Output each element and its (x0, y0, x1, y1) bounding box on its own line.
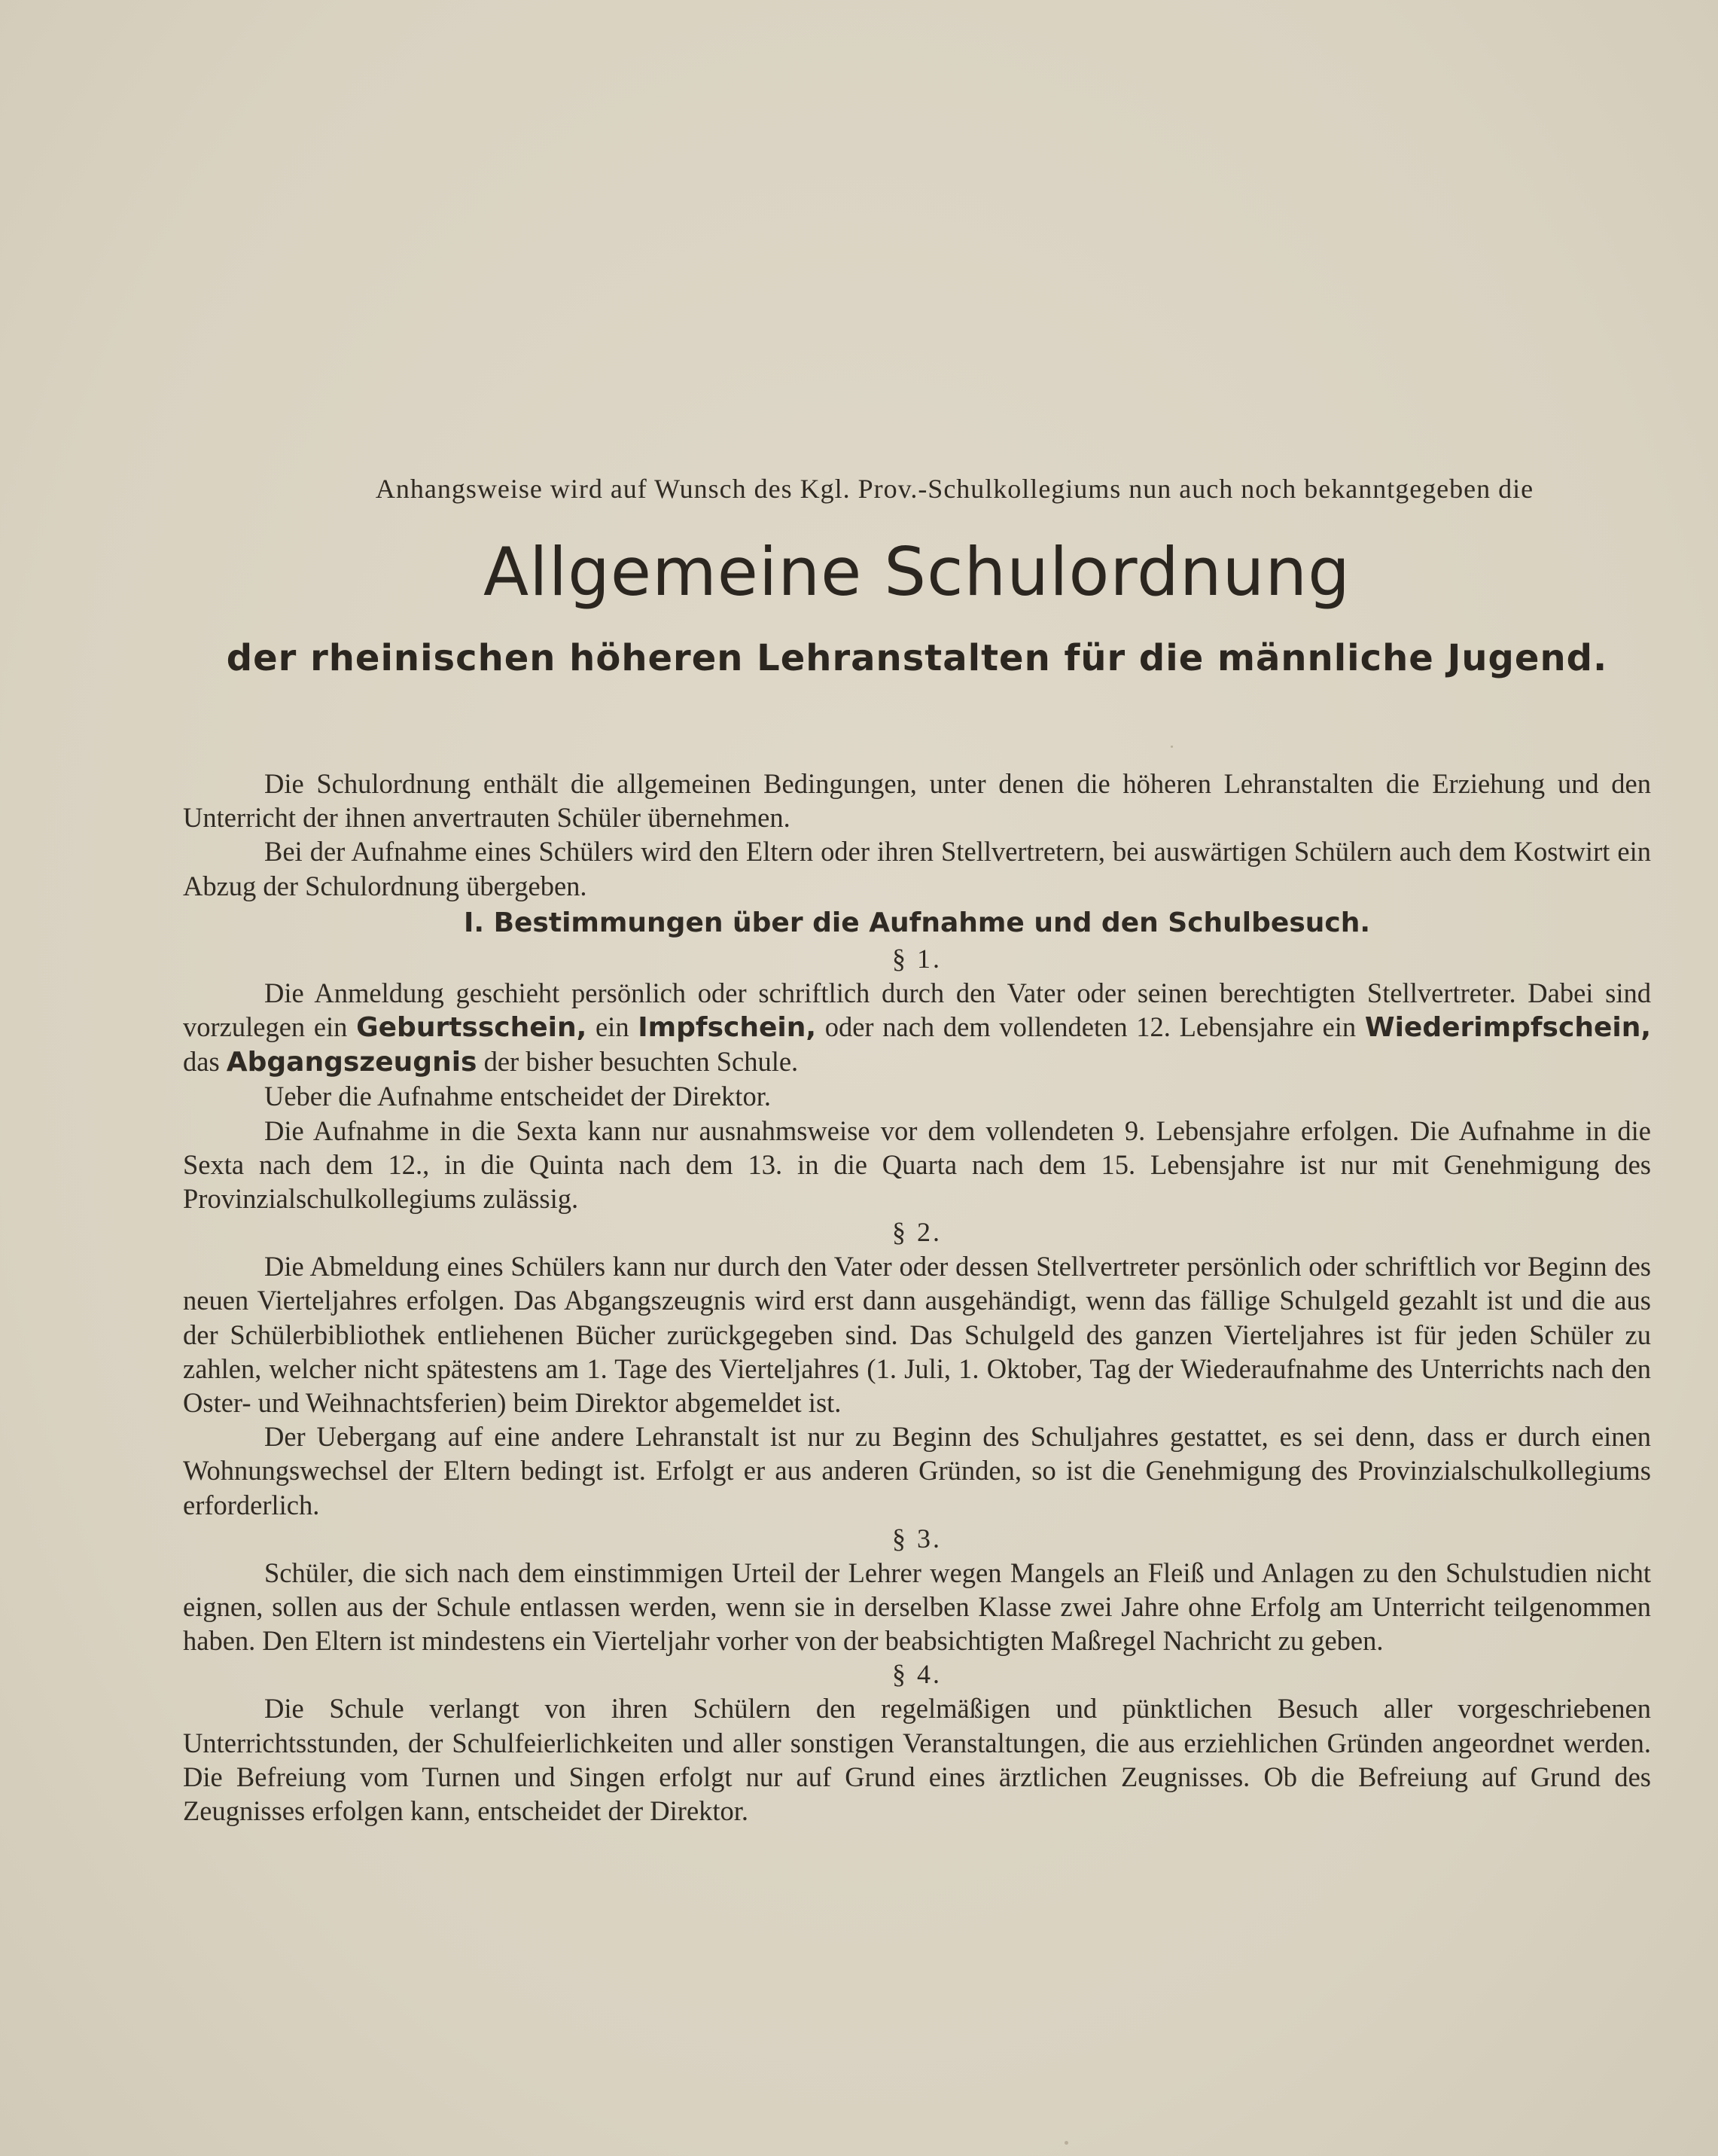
document-title: Allgemeine Schulordnung (483, 533, 1351, 611)
document-subtitle: der rheinischen höheren Lehranstalten für die männliche Jugend. (226, 637, 1608, 679)
s1-paragraph-1 (183, 976, 1651, 1080)
intro-line: Anhangsweise wird auf Wunsch des Kgl. Prov.-Schulkollegiums nun auch noch bekanntgegeben die (375, 474, 1534, 504)
paper-speck (1065, 2141, 1068, 2145)
s2-paragraph-1: Die Abmeldung eines Schülers kann nur durch den Vater oder dessen Stellvertreter persönlich oder schriftlich vor Beginn des neuen Vierteljahres erfolgen. Das Abgangszeugnis wird erst dann ausgehändigt, wenn das fällige Schulgeld gezahlt ist und die aus der Schülerbibliothek entliehenen Bücher zurückgegeben sind. Das Schulgeld des ganzen Vierteljahres ist für jeden Schüler zu zahlen, welcher nicht spätestens am 1. Tage des Vierteljahres (1. Juli, 1. Oktober, Tag der Wiederaufnahme des Unterrichts nach den Oster- und Weihnachtsferien) beim Direktor abgemeldet ist. (183, 1251, 1651, 1419)
s1-text-a: Die Anmeldung geschieht persönlich oder schriftlich durch den Vater oder seinen berechtigten Stellvertreter. Dabei sind vorzulegen ein (183, 977, 1651, 1043)
term-impfschein: Impfschein, (638, 1012, 817, 1044)
s2-paragraph-2: Der Uebergang auf eine andere Lehranstalt ist nur zu Beginn des Schuljahres gestattet, es sei denn, dass er durch einen Wohnungswechsel der Eltern bedingt ist. Erfolgt er aus anderen Gründen, so ist die Genehmigung des Provinzialschulkollegiums erforderlich. (183, 1421, 1651, 1520)
document-content (183, 473, 1651, 1828)
term-abgangszeugnis: Abgangszeugnis (226, 1047, 477, 1078)
s1-text-b: ein (595, 1011, 629, 1043)
section-heading: I. Bestimmungen über die Aufnahme und den Schulbesuch. (463, 907, 1371, 938)
document-body (183, 767, 1651, 1828)
s4-paragraph-1: Die Schule verlangt von ihren Schülern den regelmäßigen und pünktlichen Besuch aller vorgeschriebenen Unterrichtsstunden, der Schulfeierlichkeiten und aller sonstigen Veranstaltungen, die aus erziehlichen Gründen angeordnet werden. Die Befreiung vom Turnen und Singen erfolgt nur auf Grund eines ärztlichen Zeugnisses. Ob die Befreiung auf Grund des Zeugnisses erfolgen kann, entscheidet der Direktor. (183, 1693, 1651, 1827)
term-wiederimpfschein: Wiederimpfschein, (1364, 1012, 1652, 1044)
term-geburtsschein: Geburtsschein, (356, 1012, 587, 1044)
s1-text-e: der bisher besuchten Schule. (483, 1046, 799, 1078)
s1-paragraph-3: Die Aufnahme in die Sexta kann nur ausnahmsweise vor dem vollendeten 9. Lebensjahre erfolgen. Die Aufnahme in die Sexta nach dem 12., in die Quinta nach dem 13. in die Quarta nach dem 15. Lebensjahre ist nur mit Genehmigung des Provinzialschulkollegiums zulässig. (183, 1115, 1651, 1215)
paragraph-mark-1: § 1. (892, 943, 942, 974)
s1-text-c: oder nach dem vollendeten 12. Lebensjahre ein (824, 1011, 1357, 1043)
paragraph-mark-4: § 4. (892, 1659, 942, 1690)
paragraph-mark-3: § 3. (892, 1523, 942, 1554)
paragraph-mark-2: § 2. (892, 1217, 942, 1248)
preamble-paragraph-2: Bei der Aufnahme eines Schülers wird den Eltern oder ihren Stellvertretern, bei auswärtigen Schülern auch dem Kostwirt ein Abzug der Schulordnung übergeben. (183, 836, 1651, 901)
s1-paragraph-2: Ueber die Aufnahme entscheidet der Direktor. (264, 1081, 771, 1112)
preamble-paragraph-1: Die Schulordnung enthält die allgemeinen Bedingungen, unter denen die höheren Lehranstalten die Erziehung und den Unterricht der ihnen anvertrauten Schüler übernehmen. (183, 768, 1651, 834)
s3-paragraph-1: Schüler, die sich nach dem einstimmigen Urteil der Lehrer wegen Mangels an Fleiß und Anlagen zu den Schulstudien nicht eignen, sollen aus der Schule entlassen werden, wenn sie in derselben Klasse zwei Jahre ohne Erfolg am Unterricht teilgenommen haben. Den Eltern ist mindestens ein Vierteljahr vorher von der beabsichtigten Maßregel Nachricht zu geben. (183, 1557, 1651, 1657)
s1-text-d: das (183, 1046, 220, 1078)
